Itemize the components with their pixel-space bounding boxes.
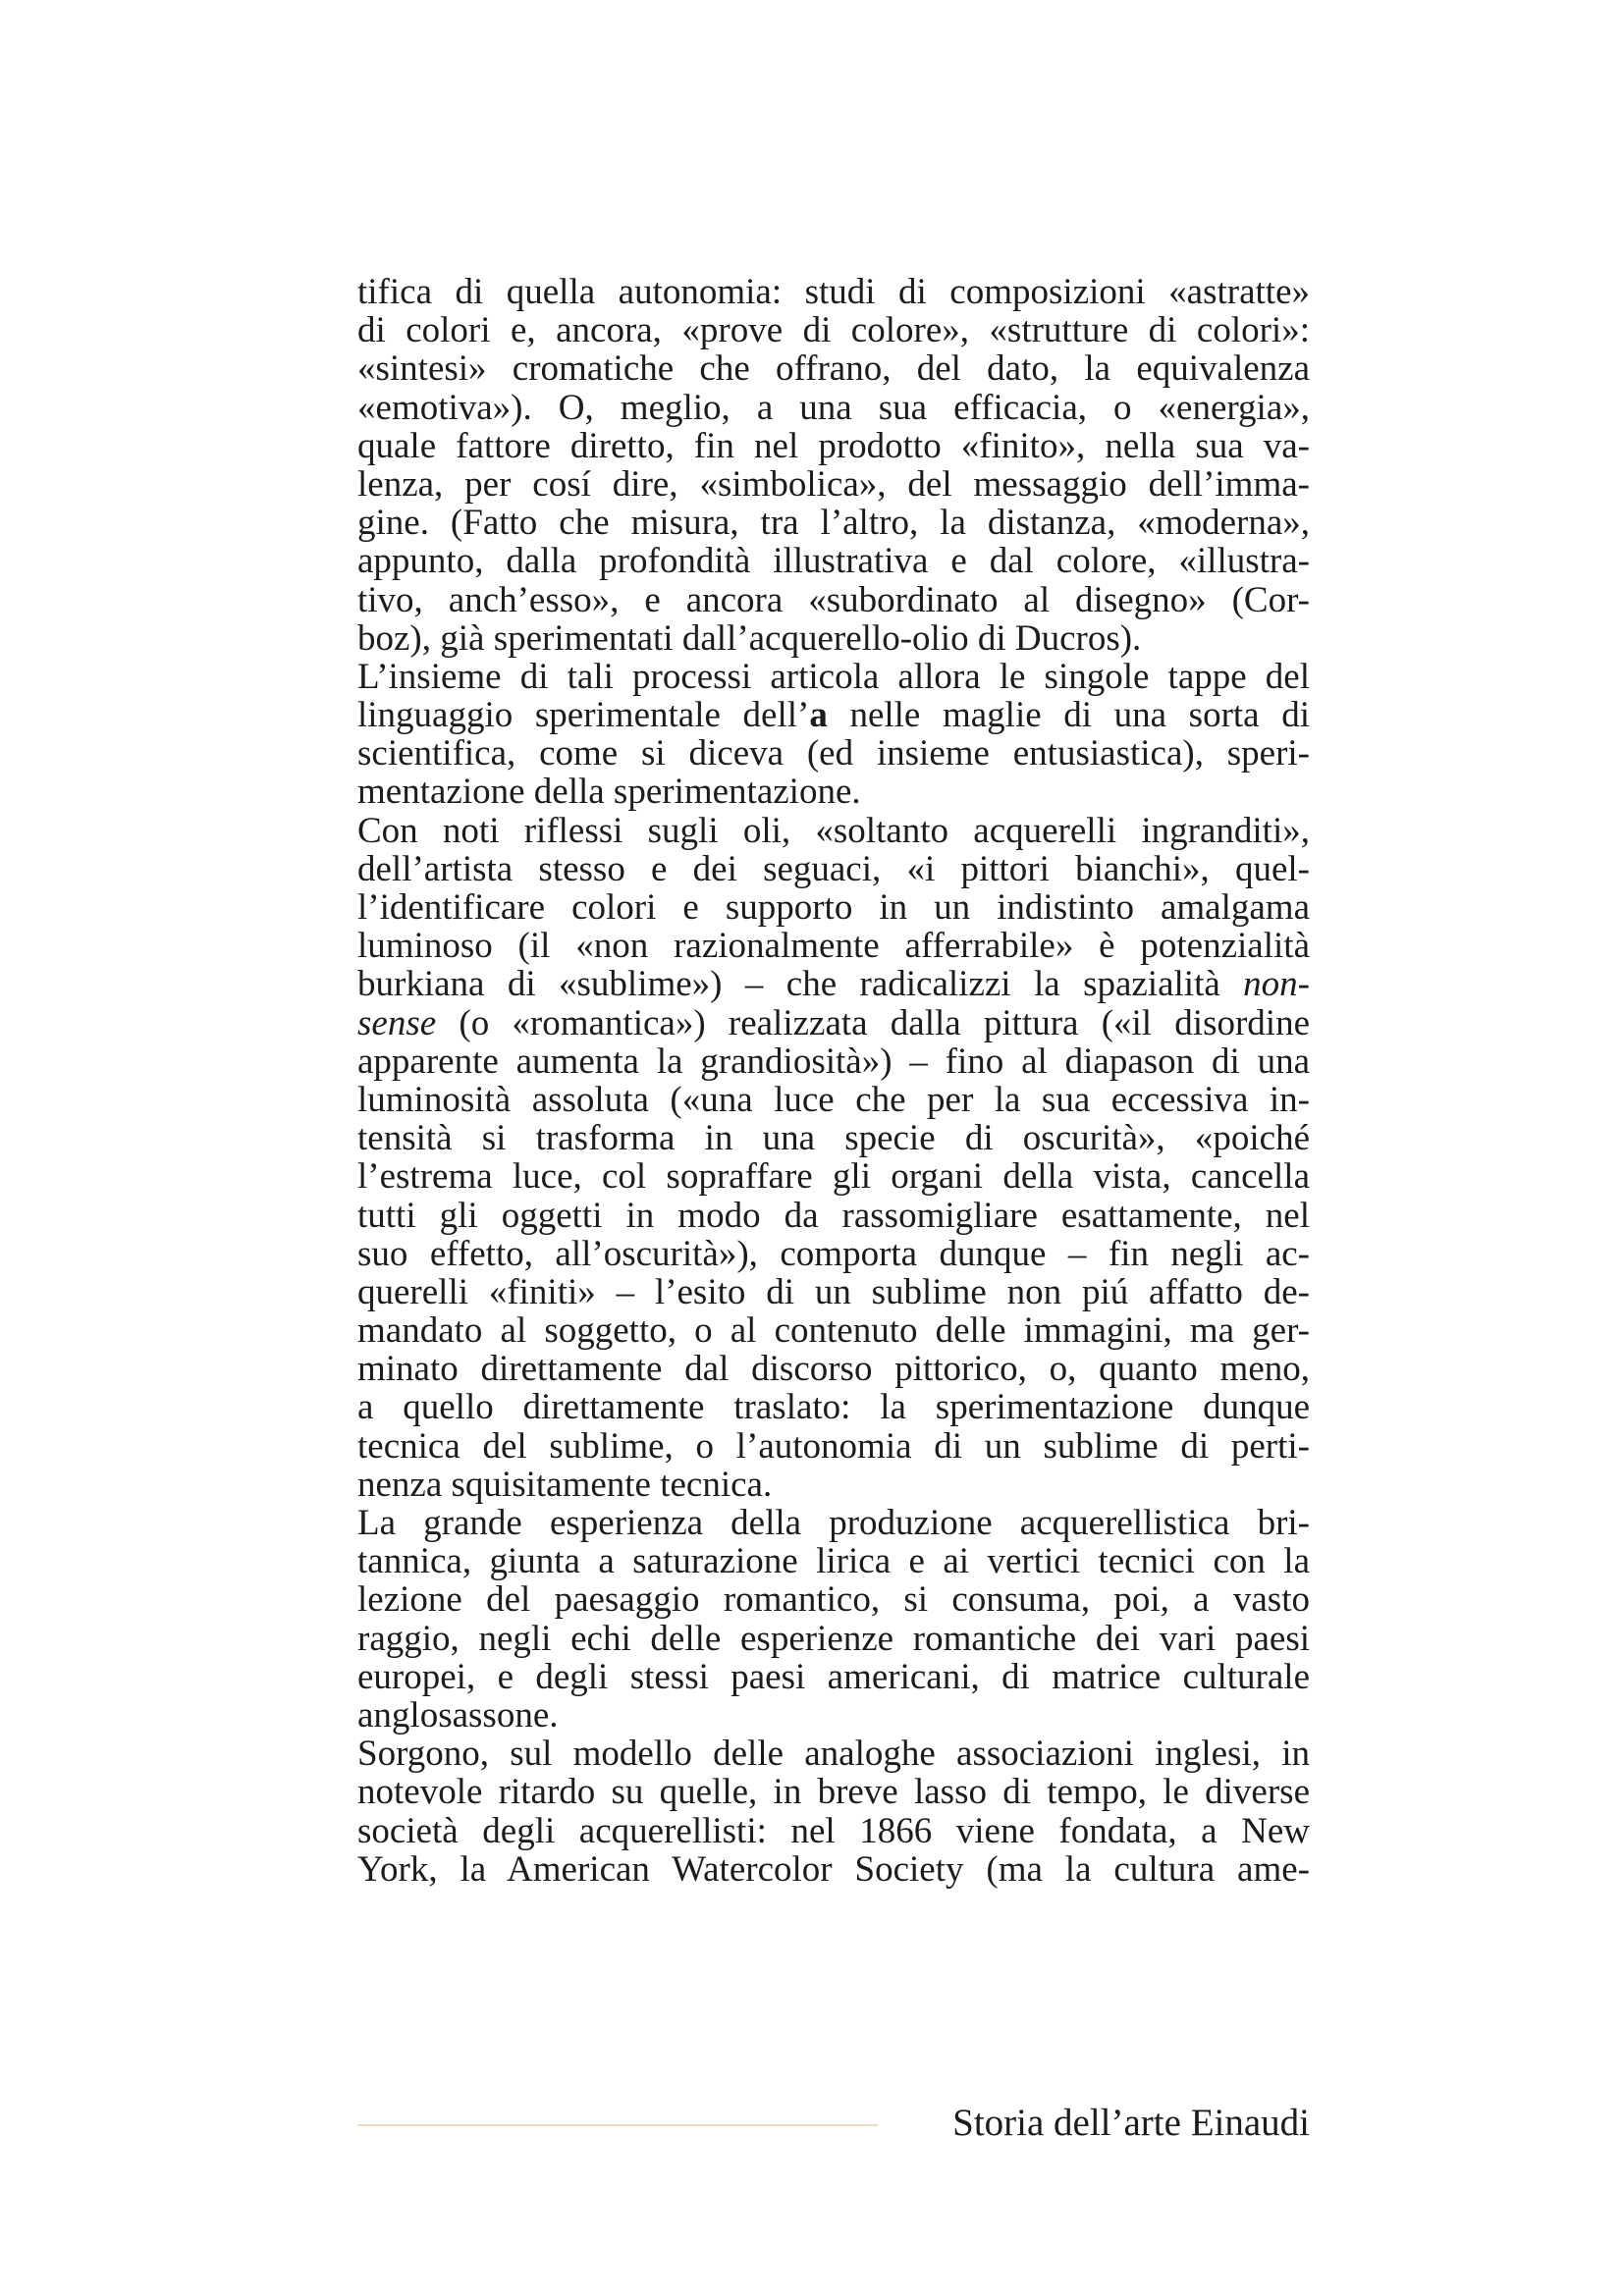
footer-rule	[357, 2124, 878, 2126]
text-line: suo effetto, all’oscurità»), comporta dunque – fin negli ac-	[357, 1233, 1310, 1274]
text-line: lenza, per cosí dire, «simbolica», del messaggio dell’imma-	[357, 463, 1310, 505]
text-line: gine. (Fatto che misura, tra l’altro, la distanza, «moderna»,	[357, 503, 1310, 544]
text-line	[357, 1004, 1310, 1042]
text-line: tivo, anch’esso», e ancora «subordinato al disegno» (Cor-	[357, 579, 1310, 620]
text-line: mandato al soggetto, o al contenuto delle immagini, ma ger-	[357, 1310, 1310, 1352]
text-run: (o «romantica») realizzata dalla pittura («il disordine	[436, 1002, 1310, 1043]
text-line	[357, 965, 1310, 1003]
text-line: L’insieme di tali processi articola allora le singole tappe del	[357, 656, 1310, 697]
text-line: Sorgono, sul modello delle analoghe associazioni inglesi, in	[357, 1734, 1310, 1775]
text-line: dell’artista stesso e dei seguaci, «i pittori bianchi», quel-	[357, 848, 1310, 889]
text-line: querelli «finiti» – l’esito di un sublime non piú affatto de-	[357, 1271, 1310, 1312]
text-line: quale fattore diretto, fin nel prodotto «finito», nella sua va-	[357, 425, 1310, 466]
text-line: mentazione della sperimentazione.	[357, 772, 861, 813]
text-line: luminoso (il «non razionalmente afferrabile» è potenzialità	[357, 926, 1310, 967]
text-line: appunto, dalla profondità illustrativa e dal colore, «illustra-	[357, 541, 1310, 582]
text-line: «sintesi» cromatiche che offrano, del dato, la equivalenza	[357, 348, 1310, 390]
text-line: di colori e, ancora, «prove di colore», «strutture di colori»:	[357, 310, 1310, 351]
text-line: apparente aumenta la grandiosità») – fino al diapason di una	[357, 1041, 1310, 1082]
text-run: linguaggio sperimentale dell’	[357, 695, 810, 736]
italic-word: non-	[1243, 964, 1310, 1005]
text-line: «emotiva»). O, meglio, a una sua efficacia, o «energia»,	[357, 387, 1310, 428]
text-line: tecnica del sublime, o l’autonomia di un sublime di perti-	[357, 1425, 1310, 1467]
text-line	[357, 696, 1310, 734]
text-run: burkiana di «sublime») – che radicalizzi la spazialità	[357, 964, 1244, 1005]
text-line: lezione del paesaggio romantico, si consuma, poi, a vasto	[357, 1579, 1310, 1621]
text-line: tifica di quella autonomia: studi di composizioni «astratte»	[357, 272, 1310, 312]
text-line: società degli acquerellisti: nel 1866 viene fondata, a New	[357, 1810, 1310, 1851]
footer-title: Storia dell’arte Einaudi	[952, 2102, 1310, 2144]
text-line: minato direttamente dal discorso pittorico, o, quanto meno,	[357, 1349, 1310, 1390]
bold-letter: a	[809, 695, 828, 736]
text-line: tannica, giunta a saturazione lirica e ai vertici tecnici con la	[357, 1541, 1310, 1582]
text-line: a quello direttamente traslato: la sperimentazione dunque	[357, 1387, 1310, 1428]
text-line: luminosità assoluta («una luce che per la sua eccessiva in-	[357, 1079, 1310, 1120]
text-line: nenza squisitamente tecnica.	[357, 1464, 773, 1505]
italic-word: sense	[357, 1002, 437, 1043]
text-line: La grande esperienza della produzione acquerellistica bri-	[357, 1503, 1310, 1543]
text-line: York, la American Watercolor Society (ma la cultura ame-	[357, 1848, 1310, 1890]
text-run: nelle maglie di una sorta di	[827, 695, 1311, 736]
text-line: tensità si trasforma in una specie di oscurità», «poiché	[357, 1118, 1310, 1159]
text-line: tutti gli oggetti in modo da rassomigliare esattamente, nel	[357, 1195, 1310, 1236]
text-line: scientifica, come si diceva (ed insieme entusiastica), speri-	[357, 733, 1310, 774]
text-line: raggio, negli echi delle esperienze romantiche dei vari paesi	[357, 1618, 1310, 1659]
text-line: Con noti riflessi sugli oli, «soltanto acquerelli ingranditi»,	[357, 810, 1310, 851]
text-line: anglosassone.	[357, 1694, 559, 1735]
text-line: boz), già sperimentati dall’acquerello-olio di Ducros).	[357, 617, 1142, 659]
text-line: l’estrema luce, col sopraffare gli organi della vista, cancella	[357, 1156, 1310, 1198]
text-line: europei, e degli stessi paesi americani, di matrice culturale	[357, 1656, 1310, 1697]
text-line: notevole ritardo su quelle, in breve lasso di tempo, le diverse	[357, 1772, 1310, 1813]
body-text	[357, 273, 1310, 1889]
text-line: l’identificare colori e supporto in un indistinto amalgama	[357, 887, 1310, 928]
